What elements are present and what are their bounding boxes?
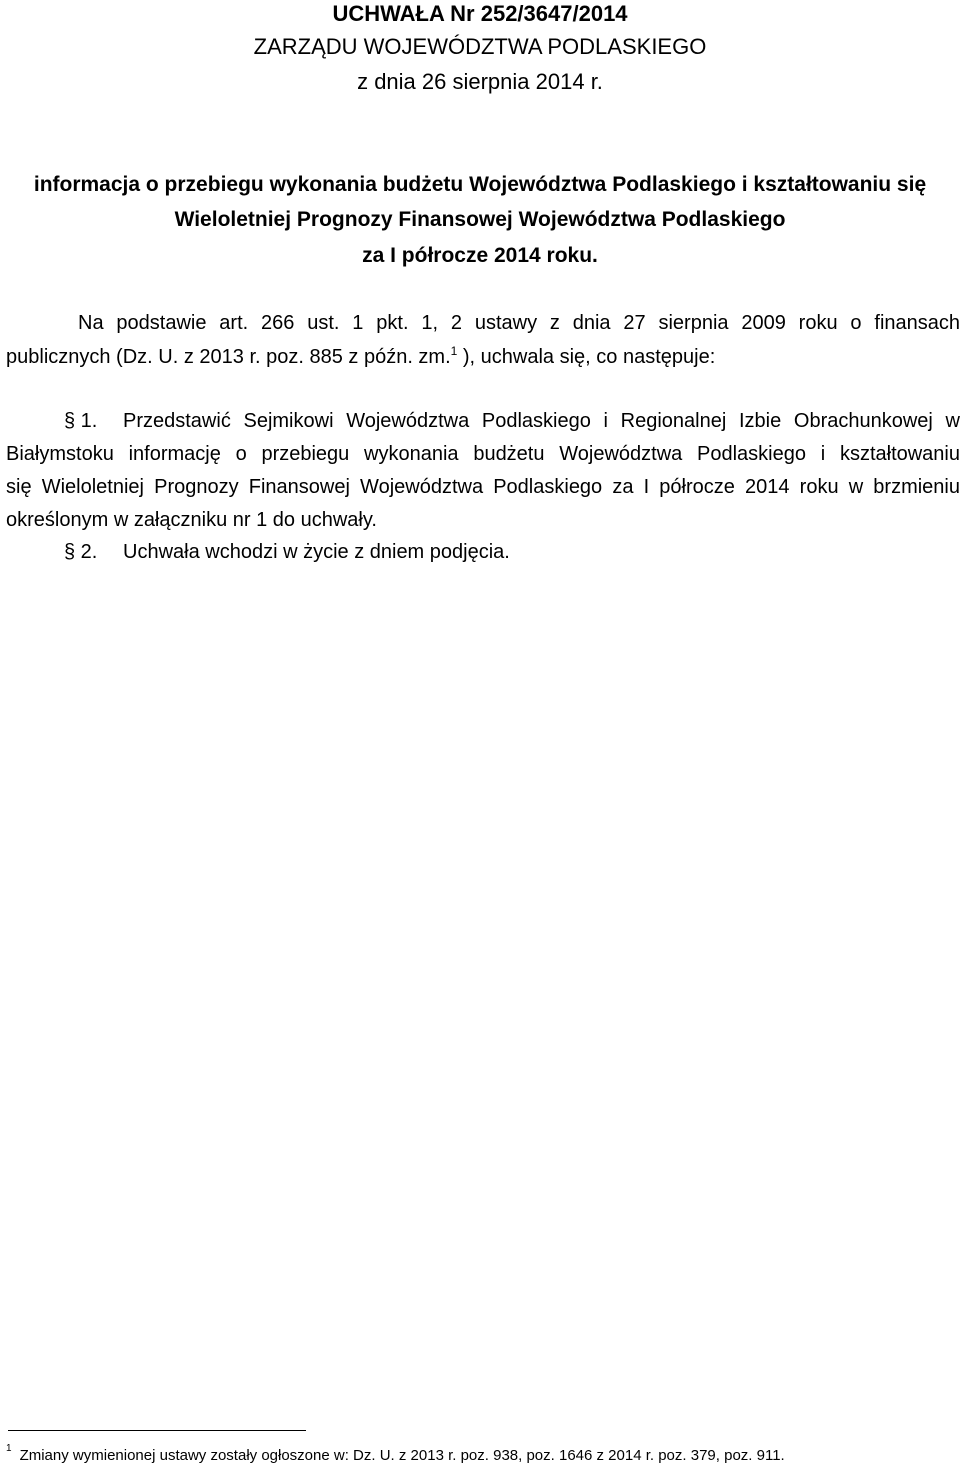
paragraph-1-line-2: Białymstoku informację o przebiegu wykonania budżetu Województwa Podlaskiego i kształtowaniu <box>6 443 960 465</box>
paragraph-2-text: Uchwała wchodzi w życie z dniem podjęcia. <box>123 541 510 563</box>
footnote-reference[interactable]: 1 <box>450 344 458 358</box>
footnote-separator <box>8 1430 306 1431</box>
resolution-title: UCHWAŁA Nr 252/3647/2014 <box>332 1 628 26</box>
paragraph-1-line-1: Przedstawić Sejmikowi Województwa Podlaskiego i Regionalnej Izbie Obrachunkowej w <box>123 410 960 432</box>
preamble-line-1: Na podstawie art. 266 ust. 1 pkt. 1, 2 ustawy z dnia 27 sierpnia 2009 roku o finansach <box>78 312 960 334</box>
footnote-number: 1 <box>6 1443 12 1454</box>
preamble-text-end: ), uchwala się, co następuje: <box>457 346 716 368</box>
footnote <box>6 1443 785 1466</box>
subject-line-2: Wieloletniej Prognozy Finansowej Województwa Podlaskiego <box>174 208 786 231</box>
resolution-date: z dnia 26 sierpnia 2014 r. <box>357 69 603 94</box>
paragraph-1-line-3: się Wieloletniej Prognozy Finansowej Województwa Podlaskiego za I półrocze 2014 roku w brzmieniu <box>6 476 960 498</box>
preamble-line-2 <box>6 344 715 370</box>
paragraph-1-line-4: określonym w załączniku nr 1 do uchwały. <box>6 509 377 531</box>
subject-line-3: za I półrocze 2014 roku. <box>362 244 598 267</box>
paragraph-1-mark: § 1. <box>64 410 98 432</box>
footnote-text: Zmiany wymienionej ustawy zostały ogłoszone w: Dz. U. z 2013 r. poz. 938, poz. 1646 z 2014 r. poz. 379, poz. 911. <box>19 1447 785 1464</box>
subject-line-1: informacja o przebiegu wykonania budżetu Województwa Podlaskiego i kształtowaniu się <box>33 173 927 196</box>
preamble-text: publicznych (Dz. U. z 2013 r. poz. 885 z późn. zm. <box>6 346 451 368</box>
board-name: ZARZĄDU WOJEWÓDZTWA PODLASKIEGO <box>253 34 707 59</box>
paragraph-2-mark: § 2. <box>64 541 98 563</box>
